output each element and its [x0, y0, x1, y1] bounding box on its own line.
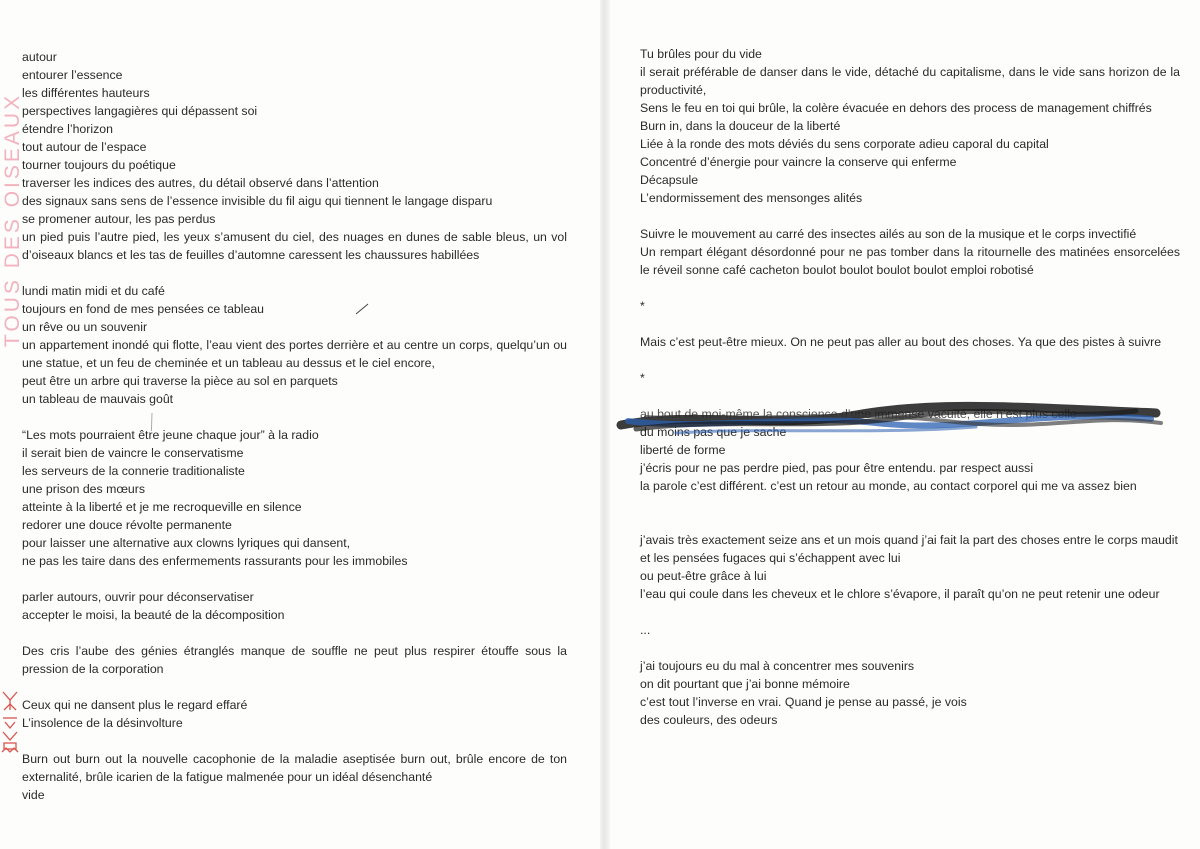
- poem-line: peut être un arbre qui traverse la pièce au sol en parquets: [22, 374, 338, 388]
- blank-line: [640, 639, 1180, 657]
- blank-line: [22, 678, 567, 696]
- poem-line: la parole c’est différent. c’est un retour au monde, au contact corporel qui me va assez bien: [640, 479, 1137, 493]
- poem-line: Décapsule: [640, 173, 699, 187]
- right-page-text: [640, 45, 1180, 729]
- poem-line: vide: [22, 788, 45, 802]
- poem-line: Mais c’est peut-être mieux. On ne peut pas aller au bout des choses. Ya que des pistes à suivre: [640, 335, 1162, 349]
- poem-line: Liée à la ronde des mots déviés du sens corporate adieu caporal du capital: [640, 137, 1049, 151]
- poem-line: accepter le moisi, la beauté de la décomposition: [22, 608, 285, 622]
- poem-line: un tableau de mauvais goût: [22, 392, 174, 406]
- poem-line: des couleurs, des odeurs: [640, 713, 778, 727]
- poem-line: ...: [640, 623, 651, 637]
- poem-line: Des cris l’aube des génies étranglés manque de souffle ne peut plus respirer étouffe sous la pression de la corporation: [22, 644, 567, 676]
- poem-line: et les pensées fugaces qui s’échappent avec lui: [640, 551, 901, 565]
- poem-line: atteinte à la liberté et je me recroqueville en silence: [22, 500, 302, 514]
- poem-line: liberté de forme: [640, 443, 726, 457]
- poem-line: tourner toujours du poétique: [22, 158, 176, 172]
- crossed-out-passage: [640, 405, 1180, 423]
- poem-line: un appartement inondé qui flotte, l’eau vient des portes derrière et au centre un corps, quelqu’un ou une statue, et un feu de cheminée et un tableau au dessus et le ciel encore,: [22, 338, 567, 370]
- poem-line: une prison des mœurs: [22, 482, 146, 496]
- poem-line: redorer une douce révolte permanente: [22, 518, 232, 532]
- poem-line: Burn in, dans la douceur de la liberté: [640, 119, 841, 133]
- poem-line: l’eau qui coule dans les cheveux et le chlore s’évapore, il paraît qu’on ne peut retenir une odeur: [640, 587, 1160, 601]
- poem-line: Concentré d’énergie pour vaincre la conserve qui enferme: [640, 155, 957, 169]
- poem-line: un rêve ou un souvenir: [22, 320, 148, 334]
- section-separator: *: [640, 371, 645, 385]
- bird-logo-icon: [1, 688, 19, 760]
- poem-block-2: [640, 333, 1180, 351]
- poem-line: L’insolence de la désinvolture: [22, 716, 183, 730]
- poem-line: on dit pourtant que j’ai bonne mémoire: [640, 677, 850, 691]
- poem-line: Suivre le mouvement au carré des insectes ailés au son de la musique et le corps invectifié: [640, 227, 1137, 241]
- poem-line: entourer l’essence: [22, 68, 123, 82]
- poem-line: toujours en fond de mes pensées ce tableau: [22, 302, 265, 316]
- poem-line: il serait bien de vaincre le conservatisme: [22, 446, 244, 460]
- poem-line: il serait préférable de danser dans le vide, détaché du capitalisme, dans le vide sans horizon de la productivité,: [640, 65, 1180, 97]
- poem-line: perspectives langagières qui dépassent soi: [22, 104, 258, 118]
- poem-line: j’écris pour ne pas perdre pied, pas pour être entendu. par respect aussi: [640, 461, 1034, 475]
- book-title-text: TOUS DES OISEAUX: [1, 92, 24, 348]
- poem-line: c’est tout l’inverse en vrai. Quand je pense au passé, je vois: [640, 695, 967, 709]
- poem-line: L’endormissement des mensonges alités: [640, 191, 863, 205]
- blank-line: [22, 264, 567, 282]
- poem-line: lundi matin midi et du café: [22, 284, 165, 298]
- poem-line: parler autours, ouvrir pour déconservatiser: [22, 590, 254, 604]
- poem-line: Un rempart élégant désordonné pour ne pas tomber dans la ritournelle des matinées ensorcelées le réveil sonne café cacheton boulot boulot boulot boulot emploi robotisé: [640, 245, 1180, 277]
- poem-line: étendre l’horizon: [22, 122, 113, 136]
- poem-line: autour: [22, 50, 57, 64]
- poem-line: j’avais très exactement seize ans et un mois quand j’ai fait la part des choses entre le corps maudit: [640, 533, 1178, 547]
- blank-line: [22, 732, 567, 750]
- poem-line: pour laisser une alternative aux clowns lyriques qui dansent,: [22, 536, 351, 550]
- poem-line: ou peut-être grâce à lui: [640, 569, 767, 583]
- poem-line: ne pas les taire dans des enfermements rassurants pour les immobiles: [22, 554, 408, 568]
- poem-line: traverser les indices des autres, du détail observé dans l’attention: [22, 176, 379, 190]
- crossed-out-line: au bout de moi-même la conscience d’une immense vacuité, elle n’est plus celle: [640, 407, 1077, 421]
- poem-line: “Les mots pourraient être jeune chaque jour” à la radio: [22, 428, 319, 442]
- poem-block-1: [640, 45, 1180, 279]
- poem-line: Tu brûles pour du vide: [640, 47, 762, 61]
- poem-line: des signaux sans sens de l’essence invisible du fil aigu qui tiennent le langage disparu: [22, 194, 493, 208]
- poem-block-3: [640, 423, 1180, 729]
- poem-line: Ceux qui ne dansent plus le regard effaré: [22, 698, 248, 712]
- blank-line: [22, 408, 567, 426]
- poem-line: j’ai toujours eu du mal à concentrer mes souvenirs: [640, 659, 915, 673]
- page-gutter: [600, 0, 610, 849]
- poem-line: les différentes hauteurs: [22, 86, 150, 100]
- blank-line: [640, 207, 1180, 225]
- left-page-text: [22, 48, 567, 804]
- blank-line: [640, 603, 1180, 621]
- poem-line: du moins pas que je sache: [640, 425, 787, 439]
- poem-line: tout autour de l’espace: [22, 140, 147, 154]
- blank-line: [22, 624, 567, 642]
- poem-line: Burn out burn out la nouvelle cacophonie de la maladie aseptisée burn out, brûle encore de ton externalité, brûle icarien de la fatigue malmenée pour un idéal désenchanté: [22, 752, 567, 784]
- blank-line: [640, 495, 1180, 513]
- blank-line: [640, 513, 1180, 531]
- poem-line: les serveurs de la connerie traditionaliste: [22, 464, 245, 478]
- section-separator: *: [640, 299, 645, 313]
- poem-line: Sens le feu en toi qui brûle, la colère évacuée en dehors des process de management chiffrés: [640, 101, 1152, 115]
- poem-line: se promener autour, les pas perdus: [22, 212, 216, 226]
- blank-line: [22, 570, 567, 588]
- poem-line: un pied puis l’autre pied, les yeux s’amusent du ciel, des nuages en dunes de sable bleus, un vol d’oiseaux blancs et les tas de feuilles d’automne caressent les chaussures habillées: [22, 230, 567, 262]
